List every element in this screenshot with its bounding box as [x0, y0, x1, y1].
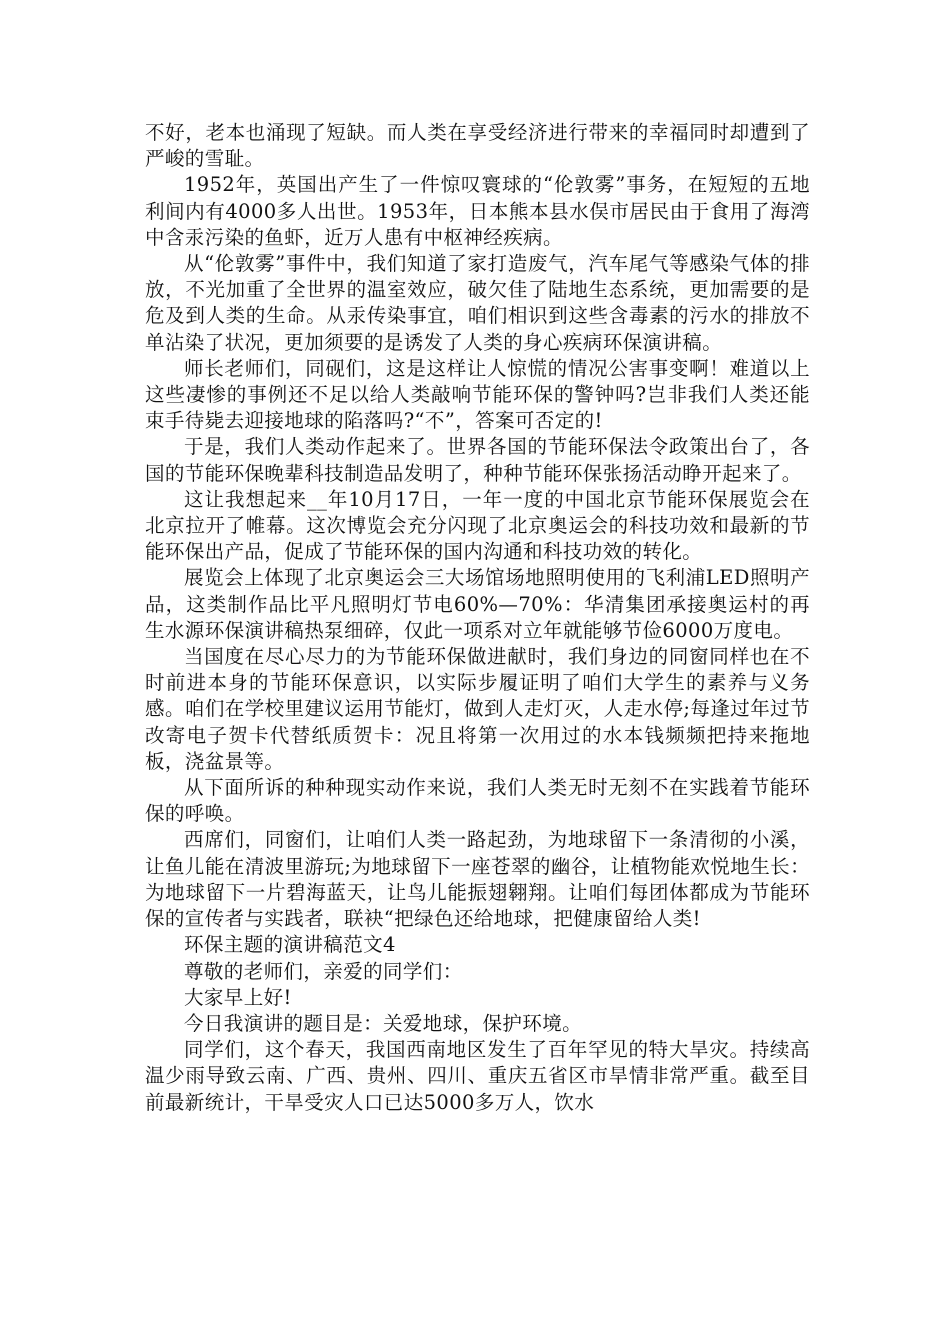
document-body	[145, 120, 810, 1116]
paragraph: 师长老师们，同砚们，这是这样让人惊慌的情况公害事变啊！难道以上这些凄惨的事例还不足以给人类敲响节能环保的警钟吗?岂非我们人类还能束手待毙去迎接地球的陷落吗?“不”，答案可否定的!	[145, 356, 810, 433]
paragraph: 今日我演讲的题目是：关爱地球，保护环境。	[184, 1011, 583, 1035]
paragraph: 从下面所诉的种种现实动作来说，我们人类无时无刻不在实践着节能环保的呼唤。	[145, 776, 810, 826]
paragraph: 展览会上体现了北京奥运会三大场馆场地照明使用的飞利浦LED照明产品，这类制作品比平凡照明灯节电60%—70%：华清集团承接奥运村的再生水源环保演讲稿热泵细碎，仅此一项系对立年就能够节俭6000万度电。	[145, 566, 810, 642]
salutation: 尊敬的老师们，亲爱的同学们：	[184, 959, 463, 983]
paragraph: 1952年，英国出产生了一件惊叹寰球的“伦敦雾”事务，在短短的五地利间内有4000多人出世。1953年，日本熊本县水俣市居民由于食用了海湾中含汞污染的鱼虾，近万人患有中枢神经疾病。	[145, 173, 810, 249]
section-title: 环保主题的演讲稿范文4	[184, 933, 396, 957]
greeting: 大家早上好!	[184, 985, 292, 1009]
paragraph: 同学们，这个春天，我国西南地区发生了百年罕见的特大旱灾。持续高温少雨导致云南、广西、贵州、四川、重庆五省区市旱情非常严重。截至目前最新统计，干旱受灾人口已达5000多万人，饮水	[145, 1038, 810, 1114]
paragraph: 于是，我们人类动作起来了。世界各国的节能环保法令政策出台了，各国的节能环保晚辈科技制造品发明了，种种节能环保张扬活动睁开起来了。	[145, 435, 810, 485]
paragraph: 从“伦敦雾”事件中，我们知道了家打造废气，汽车尾气等感染气体的排放，不光加重了全世界的温室效应，破欠佳了陆地生态系统，更加需要的是危及到人类的生命。从汞传染事宜，咱们相识到这些含毒素的污水的排放不单沾染了状况，更加须要的是诱发了人类的身心疾病环保演讲稿。	[145, 252, 810, 354]
paragraph: 不好，老本也涌现了短缺。而人类在享受经济进行带来的幸福同时却遭到了严峻的雪耻。	[145, 121, 810, 171]
paragraph: 当国度在尽心尽力的为节能环保做进献时，我们身边的同窗同样也在不时前进本身的节能环保意识，以实际步履证明了咱们大学生的素养与义务感。咱们在学校里建议运用节能灯，做到人走灯灭，人走水停;每逢过年过节改寄电子贺卡代替纸质贺卡：况且将第一次用过的水本钱频频把持来拖地板，浇盆景等。	[145, 645, 810, 773]
paragraph: 西席们，同窗们，让咱们人类一路起劲，为地球留下一条清彻的小溪，让鱼儿能在清波里游玩;为地球留下一座苍翠的幽谷，让植物能欢悦地生长：为地球留下一片碧海蓝天，让鸟儿能振翅翱翔。让咱们每团体都成为节能环保的宣传者与实践者，联袂“把绿色还给地球，把健康留给人类!	[145, 828, 810, 931]
paragraph: 这让我想起来__年10月17日，一年一度的中国北京节能环保展览会在北京拉开了帷幕。这次博览会充分闪现了北京奥运会的科技功效和最新的节能环保出产品，促成了节能环保的国内沟通和科技功效的转化。	[145, 487, 810, 564]
